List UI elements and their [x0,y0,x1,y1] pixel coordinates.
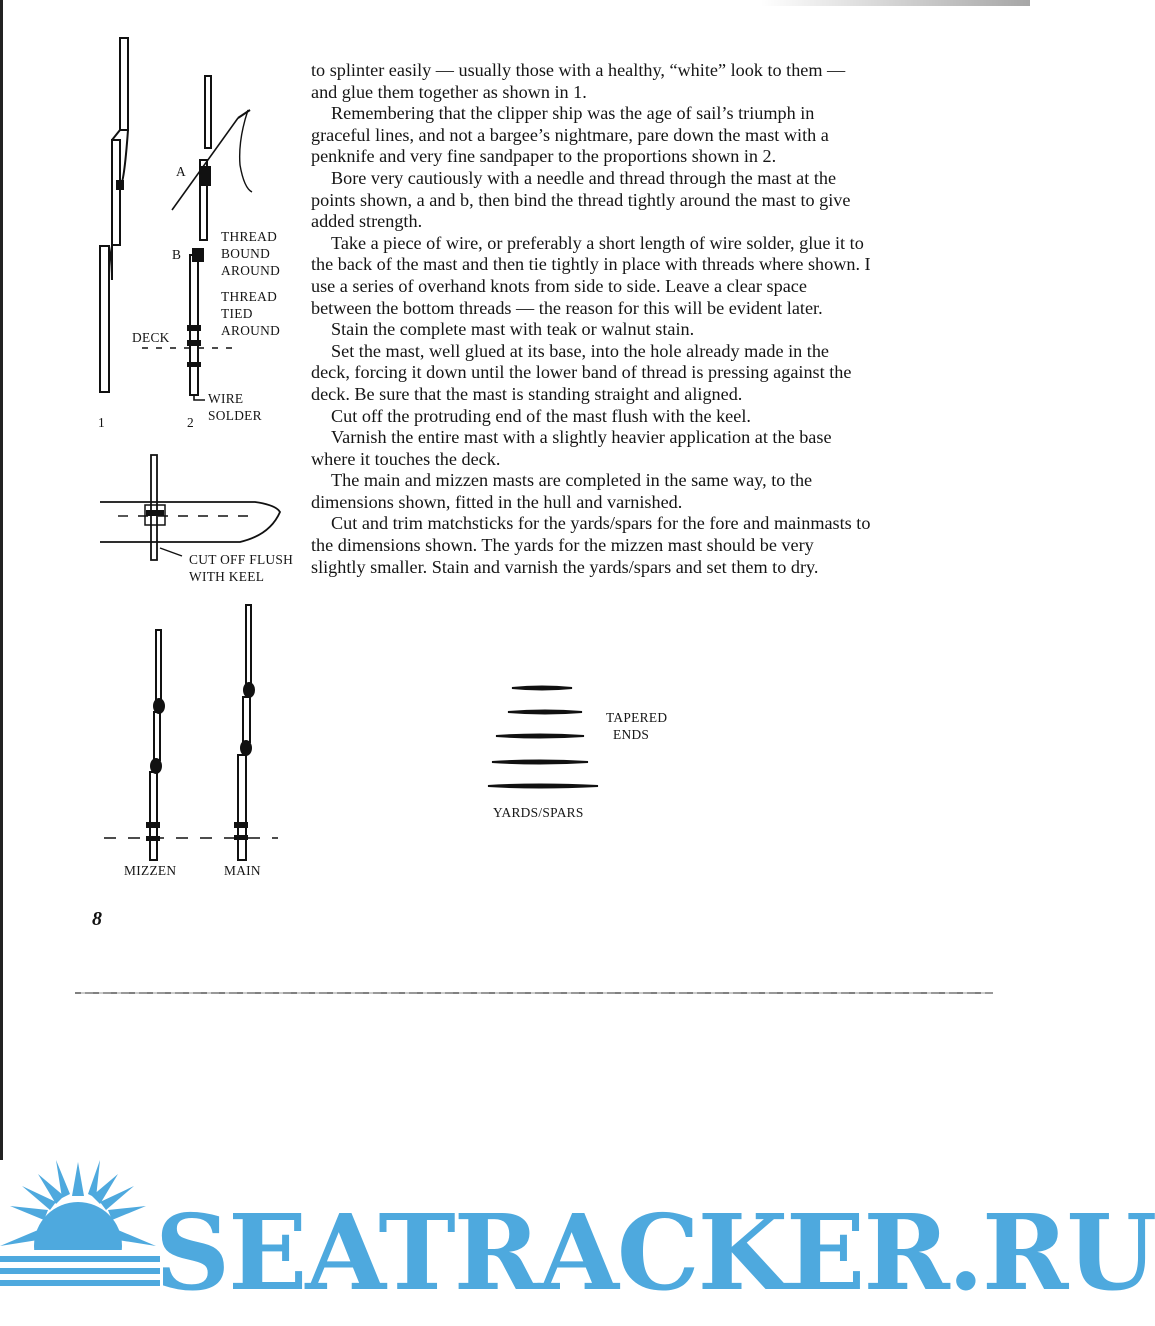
label-tapered-ends: TAPERED ENDS [606,710,668,742]
paragraph: The main and mizzen masts are completed in the same way, to the dimensions shown, fitted in the hull and varnished. [311,470,813,512]
paragraph: Cut and trim matchsticks for the yards/spars for the fore and mainmasts to the dimensions shown. The yards for the mizzen mast should be very slightly smaller. Stain and varnish the yards/spars and set them to dry. [311,513,871,577]
hull-cross-section [100,455,280,560]
label-b: B [172,247,182,262]
label-figure-2: 2 [187,415,194,430]
label-figure-1: 1 [98,415,105,430]
paragraph: Cut off the protruding end of the mast flush with the keel. [331,405,751,426]
yards-spars [488,687,598,788]
main-mast [234,605,255,860]
scan-page-edge [75,992,993,994]
label-deck: DECK [132,330,170,345]
watermark-text: SEATRACKER.RU [155,1191,1155,1314]
label-yards-spars: YARDS/SPARS [493,805,584,820]
label-thread-tied: THREAD TIED AROUND [221,289,281,338]
paragraph: Varnish the entire mast with a slightly heavier application at the base where it touches the deck. [311,427,832,469]
paragraph: to splinter easily — usually those with a healthy, “white” look to them — and glue them together as shown in 1. [311,60,846,102]
page-number: 8 [92,908,102,930]
mizzen-mast [146,630,165,860]
paragraph: Set the mast, well glued at its base, into the hole already made in the deck, forcing it down until the lower band of thread is pressing against the deck. Be sure that the mast is standing straight and aligned. [311,340,852,404]
label-cut-off: CUT OFF FLUSH WITH KEEL [189,552,294,584]
paragraph: Remembering that the clipper ship was the age of sail’s triumph in graceful lines, and not a bargee’s nightmare, pare down the mast with a penknife and very fine sandpaper to the proportions shown in 2. [311,103,829,167]
label-a: A [176,164,186,179]
label-wire-solder: WIRE SOLDER [208,391,262,423]
paragraph: Take a piece of wire, or preferably a short length of wire solder, glue it to the back of the mast and then tie tightly in place with threads where shown. I use a series of overhand knots from side to side. Leave a clear space between the bottom threads — the reason for this will be evident later. [311,232,871,318]
figure-1-mast [100,38,128,392]
sun-logo-icon [0,1160,160,1310]
paragraph: Bore very cautiously with a needle and thread through the mast at the points shown, a and b, then bind the thread tightly around the mast to give added strength. [311,167,851,232]
label-mizzen: MIZZEN [124,863,177,878]
label-main: MAIN [224,863,261,878]
label-thread-bound: THREAD BOUND AROUND [221,229,281,278]
paragraph: Stain the complete mast with teak or walnut stain. [331,319,695,340]
